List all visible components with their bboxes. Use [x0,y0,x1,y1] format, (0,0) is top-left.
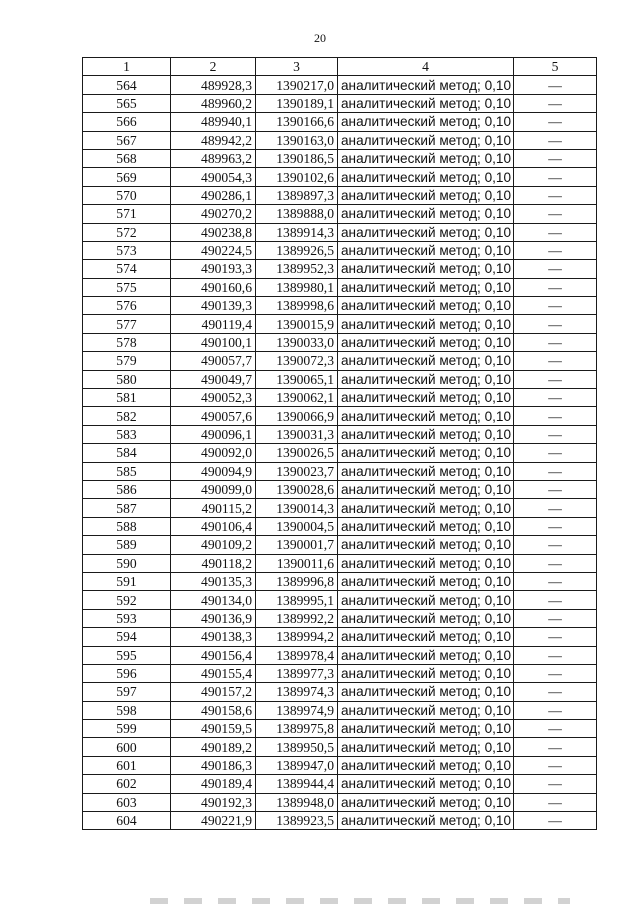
point-number-cell: 597 [83,683,171,701]
method-cell: аналитический метод; 0,10 [338,370,514,388]
point-number-cell: 602 [83,775,171,793]
x-coordinate-cell: 490155,4 [171,664,256,682]
x-coordinate-cell: 490192,3 [171,793,256,811]
x-coordinate-cell: 490057,7 [171,352,256,370]
table-row [83,738,597,756]
table-body [83,76,597,830]
point-number-cell: 571 [83,205,171,223]
method-cell: аналитический метод; 0,10 [338,205,514,223]
method-cell: аналитический метод; 0,10 [338,297,514,315]
method-cell: аналитический метод; 0,10 [338,149,514,167]
x-coordinate-cell: 490186,3 [171,756,256,774]
x-coordinate-cell: 490136,9 [171,609,256,627]
y-coordinate-cell: 1390001,7 [256,536,338,554]
point-number-cell: 587 [83,499,171,517]
y-coordinate-cell: 1389950,5 [256,738,338,756]
table-row [83,554,597,572]
point-number-cell: 603 [83,793,171,811]
table-row [83,278,597,296]
point-number-cell: 591 [83,572,171,590]
y-coordinate-cell: 1390004,5 [256,517,338,535]
method-cell: аналитический метод; 0,10 [338,462,514,480]
point-number-cell: 572 [83,223,171,241]
note-cell: — [514,278,597,296]
point-number-cell: 600 [83,738,171,756]
table-row [83,812,597,830]
point-number-cell: 593 [83,609,171,627]
note-cell: — [514,223,597,241]
x-coordinate-cell: 490134,0 [171,591,256,609]
y-coordinate-cell: 1389994,2 [256,628,338,646]
y-coordinate-cell: 1390217,0 [256,76,338,94]
y-coordinate-cell: 1389977,3 [256,664,338,682]
y-coordinate-cell: 1390163,0 [256,131,338,149]
method-cell: аналитический метод; 0,10 [338,793,514,811]
point-number-cell: 604 [83,812,171,830]
method-cell: аналитический метод; 0,10 [338,646,514,664]
point-number-cell: 569 [83,168,171,186]
method-cell: аналитический метод; 0,10 [338,131,514,149]
note-cell: — [514,628,597,646]
y-coordinate-cell: 1390102,6 [256,168,338,186]
note-cell: — [514,76,597,94]
x-coordinate-cell: 490238,8 [171,223,256,241]
note-cell: — [514,572,597,590]
table-row [83,425,597,443]
x-coordinate-cell: 490109,2 [171,536,256,554]
y-coordinate-cell: 1390026,5 [256,444,338,462]
header-col-5: 5 [514,58,597,76]
point-number-cell: 589 [83,536,171,554]
table-row [83,113,597,131]
note-cell: — [514,738,597,756]
note-cell: — [514,701,597,719]
method-cell: аналитический метод; 0,10 [338,223,514,241]
y-coordinate-cell: 1390065,1 [256,370,338,388]
point-number-cell: 567 [83,131,171,149]
x-coordinate-cell: 490193,3 [171,260,256,278]
y-coordinate-cell: 1390033,0 [256,333,338,351]
point-number-cell: 599 [83,720,171,738]
method-cell: аналитический метод; 0,10 [338,517,514,535]
method-cell: аналитический метод; 0,10 [338,720,514,738]
point-number-cell: 568 [83,149,171,167]
note-cell: — [514,389,597,407]
note-cell: — [514,186,597,204]
y-coordinate-cell: 1389947,0 [256,756,338,774]
note-cell: — [514,407,597,425]
y-coordinate-cell: 1389944,4 [256,775,338,793]
table-row [83,333,597,351]
table-row [83,720,597,738]
x-coordinate-cell: 490139,3 [171,297,256,315]
x-coordinate-cell: 490099,0 [171,480,256,498]
point-number-cell: 578 [83,333,171,351]
method-cell: аналитический метод; 0,10 [338,572,514,590]
table-row [83,701,597,719]
y-coordinate-cell: 1390028,6 [256,480,338,498]
x-coordinate-cell: 489928,3 [171,76,256,94]
method-cell: аналитический метод; 0,10 [338,480,514,498]
y-coordinate-cell: 1389974,9 [256,701,338,719]
point-number-cell: 596 [83,664,171,682]
note-cell: — [514,168,597,186]
method-cell: аналитический метод; 0,10 [338,389,514,407]
y-coordinate-cell: 1389996,8 [256,572,338,590]
coordinates-table [82,57,597,830]
point-number-cell: 585 [83,462,171,480]
x-coordinate-cell: 490094,9 [171,462,256,480]
table-row [83,223,597,241]
method-cell: аналитический метод; 0,10 [338,554,514,572]
point-number-cell: 574 [83,260,171,278]
x-coordinate-cell: 489960,2 [171,94,256,112]
y-coordinate-cell: 1389952,3 [256,260,338,278]
method-cell: аналитический метод; 0,10 [338,113,514,131]
point-number-cell: 586 [83,480,171,498]
method-cell: аналитический метод; 0,10 [338,775,514,793]
note-cell: — [514,149,597,167]
table-row [83,462,597,480]
y-coordinate-cell: 1389975,8 [256,720,338,738]
table-row [83,517,597,535]
note-cell: — [514,260,597,278]
point-number-cell: 579 [83,352,171,370]
table-row [83,664,597,682]
table-row [83,572,597,590]
point-number-cell: 570 [83,186,171,204]
x-coordinate-cell: 490052,3 [171,389,256,407]
x-coordinate-cell: 490189,4 [171,775,256,793]
method-cell: аналитический метод; 0,10 [338,260,514,278]
table-row [83,609,597,627]
table-row [83,499,597,517]
x-coordinate-cell: 490092,0 [171,444,256,462]
table-row [83,149,597,167]
point-number-cell: 565 [83,94,171,112]
note-cell: — [514,554,597,572]
point-number-cell: 594 [83,628,171,646]
table-row [83,131,597,149]
header-col-2: 2 [171,58,256,76]
x-coordinate-cell: 490054,3 [171,168,256,186]
table-row [83,444,597,462]
note-cell: — [514,444,597,462]
note-cell: — [514,462,597,480]
x-coordinate-cell: 490157,2 [171,683,256,701]
note-cell: — [514,352,597,370]
table-row [83,480,597,498]
x-coordinate-cell: 489963,2 [171,149,256,167]
table-row [83,76,597,94]
note-cell: — [514,720,597,738]
y-coordinate-cell: 1389992,2 [256,609,338,627]
point-number-cell: 595 [83,646,171,664]
table-row [83,205,597,223]
x-coordinate-cell: 490286,1 [171,186,256,204]
method-cell: аналитический метод; 0,10 [338,444,514,462]
method-cell: аналитический метод; 0,10 [338,536,514,554]
x-coordinate-cell: 490115,2 [171,499,256,517]
y-coordinate-cell: 1389978,4 [256,646,338,664]
point-number-cell: 580 [83,370,171,388]
table-row [83,793,597,811]
header-col-3: 3 [256,58,338,76]
x-coordinate-cell: 490224,5 [171,241,256,259]
table-row [83,775,597,793]
method-cell: аналитический метод; 0,10 [338,352,514,370]
table-row [83,297,597,315]
y-coordinate-cell: 1390072,3 [256,352,338,370]
table-header-row [83,58,597,76]
point-number-cell: 590 [83,554,171,572]
point-number-cell: 584 [83,444,171,462]
y-coordinate-cell: 1389974,3 [256,683,338,701]
method-cell: аналитический метод; 0,10 [338,499,514,517]
method-cell: аналитический метод; 0,10 [338,738,514,756]
table-row [83,591,597,609]
y-coordinate-cell: 1390014,3 [256,499,338,517]
header-col-4: 4 [338,58,514,76]
table-row [83,168,597,186]
method-cell: аналитический метод; 0,10 [338,76,514,94]
method-cell: аналитический метод; 0,10 [338,333,514,351]
y-coordinate-cell: 1389926,5 [256,241,338,259]
y-coordinate-cell: 1389995,1 [256,591,338,609]
y-coordinate-cell: 1390031,3 [256,425,338,443]
x-coordinate-cell: 490159,5 [171,720,256,738]
table-row [83,628,597,646]
y-coordinate-cell: 1390186,5 [256,149,338,167]
x-coordinate-cell: 490049,7 [171,370,256,388]
note-cell: — [514,297,597,315]
table-row [83,186,597,204]
table-row [83,756,597,774]
header-col-1: 1 [83,58,171,76]
method-cell: аналитический метод; 0,10 [338,425,514,443]
method-cell: аналитический метод; 0,10 [338,591,514,609]
method-cell: аналитический метод; 0,10 [338,94,514,112]
note-cell: — [514,591,597,609]
table-row [83,646,597,664]
x-coordinate-cell: 490189,2 [171,738,256,756]
y-coordinate-cell: 1390011,6 [256,554,338,572]
x-coordinate-cell: 490138,3 [171,628,256,646]
y-coordinate-cell: 1390062,1 [256,389,338,407]
point-number-cell: 583 [83,425,171,443]
y-coordinate-cell: 1389948,0 [256,793,338,811]
y-coordinate-cell: 1389923,5 [256,812,338,830]
point-number-cell: 576 [83,297,171,315]
note-cell: — [514,756,597,774]
x-coordinate-cell: 490156,4 [171,646,256,664]
note-cell: — [514,113,597,131]
method-cell: аналитический метод; 0,10 [338,315,514,333]
note-cell: — [514,315,597,333]
table-row [83,407,597,425]
method-cell: аналитический метод; 0,10 [338,812,514,830]
method-cell: аналитический метод; 0,10 [338,186,514,204]
method-cell: аналитический метод; 0,10 [338,628,514,646]
x-coordinate-cell: 489942,2 [171,131,256,149]
method-cell: аналитический метод; 0,10 [338,278,514,296]
note-cell: — [514,370,597,388]
y-coordinate-cell: 1390066,9 [256,407,338,425]
note-cell: — [514,94,597,112]
page-number: 20 [314,31,326,45]
note-cell: — [514,205,597,223]
note-cell: — [514,609,597,627]
point-number-cell: 598 [83,701,171,719]
note-cell: — [514,499,597,517]
x-coordinate-cell: 490118,2 [171,554,256,572]
note-cell: — [514,131,597,149]
table-row [83,683,597,701]
x-coordinate-cell: 490119,4 [171,315,256,333]
x-coordinate-cell: 489940,1 [171,113,256,131]
table-row [83,315,597,333]
point-number-cell: 577 [83,315,171,333]
note-cell: — [514,812,597,830]
point-number-cell: 588 [83,517,171,535]
table-row [83,352,597,370]
x-coordinate-cell: 490221,9 [171,812,256,830]
table-row [83,536,597,554]
method-cell: аналитический метод; 0,10 [338,756,514,774]
y-coordinate-cell: 1389980,1 [256,278,338,296]
note-cell: — [514,646,597,664]
note-cell: — [514,536,597,554]
y-coordinate-cell: 1389914,3 [256,223,338,241]
note-cell: — [514,333,597,351]
method-cell: аналитический метод; 0,10 [338,664,514,682]
y-coordinate-cell: 1390015,9 [256,315,338,333]
x-coordinate-cell: 490096,1 [171,425,256,443]
note-cell: — [514,775,597,793]
method-cell: аналитический метод; 0,10 [338,168,514,186]
table-row [83,370,597,388]
point-number-cell: 592 [83,591,171,609]
y-coordinate-cell: 1390023,7 [256,462,338,480]
point-number-cell: 566 [83,113,171,131]
x-coordinate-cell: 490106,4 [171,517,256,535]
y-coordinate-cell: 1389998,6 [256,297,338,315]
x-coordinate-cell: 490160,6 [171,278,256,296]
y-coordinate-cell: 1389888,0 [256,205,338,223]
x-coordinate-cell: 490135,3 [171,572,256,590]
point-number-cell: 582 [83,407,171,425]
table-row [83,241,597,259]
x-coordinate-cell: 490270,2 [171,205,256,223]
y-coordinate-cell: 1389897,3 [256,186,338,204]
x-coordinate-cell: 490057,6 [171,407,256,425]
note-cell: — [514,664,597,682]
bottom-scan-artifact [150,898,570,904]
table-row [83,260,597,278]
y-coordinate-cell: 1390189,1 [256,94,338,112]
point-number-cell: 581 [83,389,171,407]
point-number-cell: 575 [83,278,171,296]
point-number-cell: 573 [83,241,171,259]
note-cell: — [514,480,597,498]
x-coordinate-cell: 490100,1 [171,333,256,351]
table-row [83,389,597,407]
method-cell: аналитический метод; 0,10 [338,241,514,259]
point-number-cell: 564 [83,76,171,94]
method-cell: аналитический метод; 0,10 [338,407,514,425]
y-coordinate-cell: 1390166,6 [256,113,338,131]
method-cell: аналитический метод; 0,10 [338,609,514,627]
method-cell: аналитический метод; 0,10 [338,683,514,701]
note-cell: — [514,425,597,443]
note-cell: — [514,793,597,811]
note-cell: — [514,241,597,259]
note-cell: — [514,683,597,701]
point-number-cell: 601 [83,756,171,774]
method-cell: аналитический метод; 0,10 [338,701,514,719]
note-cell: — [514,517,597,535]
table-row [83,94,597,112]
x-coordinate-cell: 490158,6 [171,701,256,719]
